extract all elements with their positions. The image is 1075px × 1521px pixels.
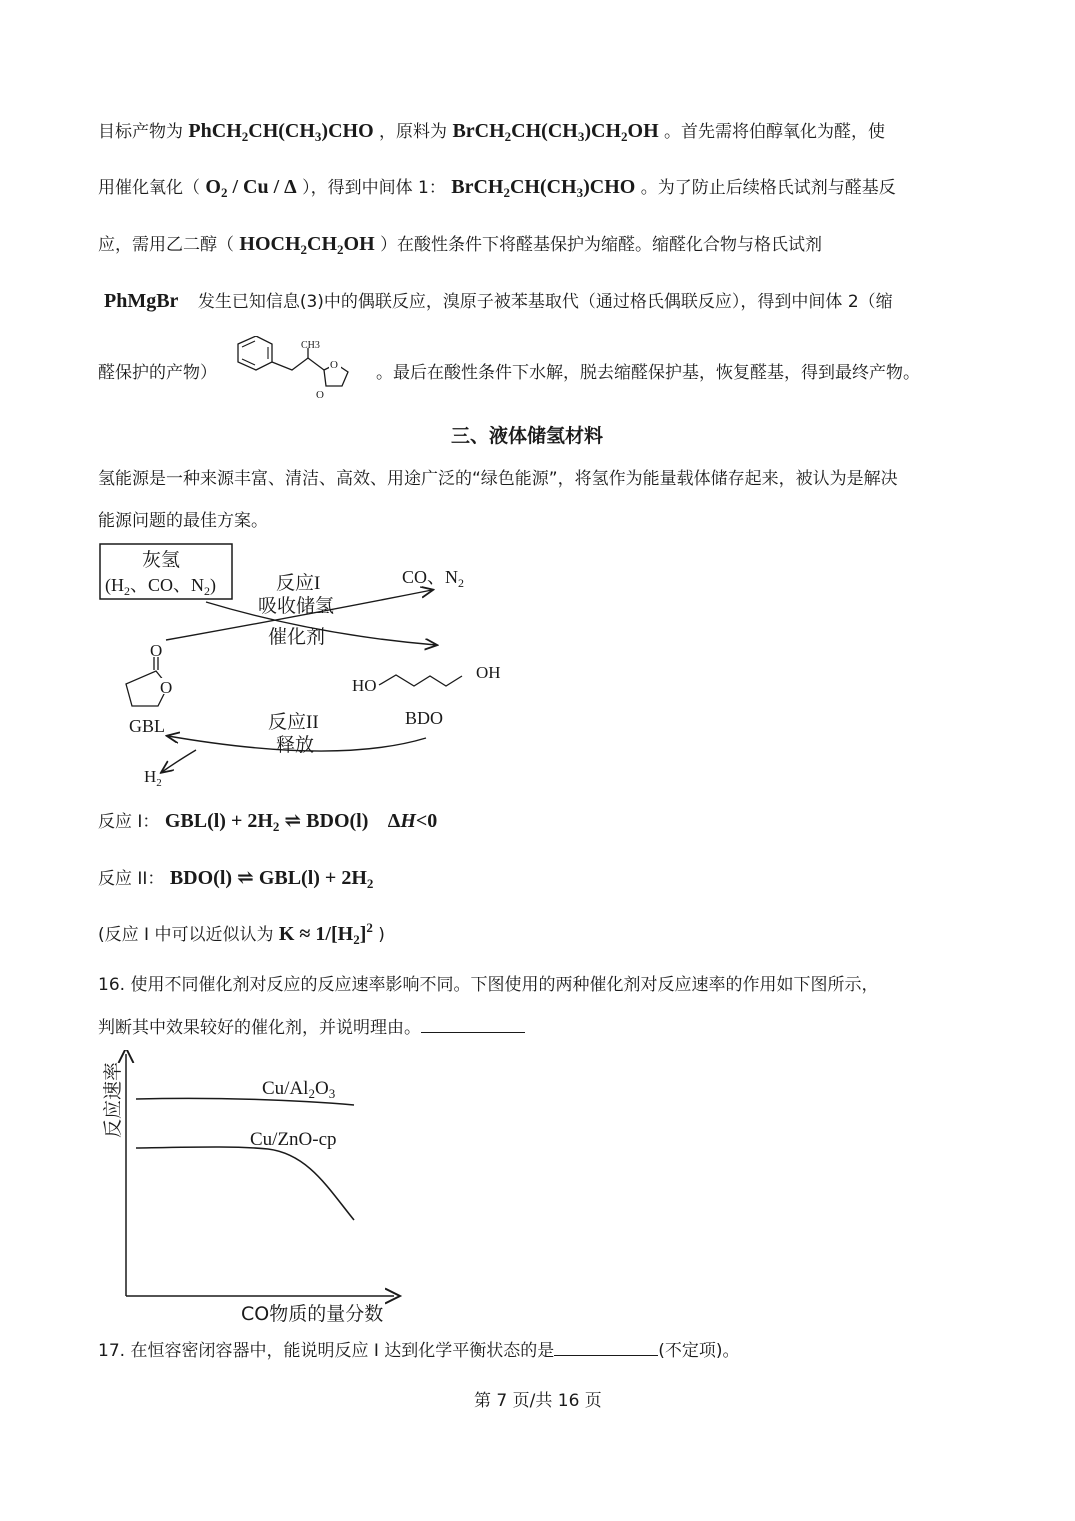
- glycol-formula: $HOCH_2CH_2OH$: [239, 233, 375, 257]
- catalyst-label: 催化剂: [268, 627, 326, 648]
- reaction1-equation: $GBL(l) + 2H_2$ ⇌ BDO(l): [164, 810, 369, 834]
- legend-cu-zno-cp: Cu/ZnO-cp: [250, 1129, 337, 1150]
- reaction2-line: 反应 II： BDO(l) ⇌ $GBL(l) + 2H_2$: [98, 867, 374, 891]
- k-approx-formula: $K \approx 1/[H_2]^2$: [278, 920, 373, 947]
- intro-line2: 能源问题的最佳方案。: [98, 511, 268, 531]
- q17-answer-blank[interactable]: [554, 1339, 658, 1356]
- approx-note: (反应 I 中可以近似认为 $K \approx 1/[H_2]^2$ ): [98, 920, 385, 947]
- intermediate2-structure: [226, 336, 376, 406]
- oxidant-formula: $O_2$ / Cu / Δ: [205, 176, 297, 200]
- para1-line5-a: 醛保护的产物）: [98, 363, 217, 383]
- para1-line3: 应，需用乙二醇（ $HOCH_2CH_2OH$ ）在酸性条件下将醛基保护为缩醛。缩醛化合物与格氏试剂: [98, 233, 823, 257]
- product-formula: $PhCH_2CH(CH_3)CHO$: [188, 120, 374, 144]
- q16-answer-blank[interactable]: [421, 1016, 525, 1033]
- raw-material-formula: $BrCH_2CH(CH_3)CH_2OH$: [452, 120, 659, 144]
- ch3-label: CH3: [301, 340, 320, 351]
- q16-line1: 16. 使用不同催化剂对反应的反应速率影响不同。下图使用的两种催化剂对反应速率的作用如下图所示，: [98, 975, 879, 995]
- para1-line4: PhMgBr 发生已知信息(3)中的偶联反应，溴原子被苯基取代（通过格氏偶联反应），得到中间体 2（缩: [104, 290, 893, 312]
- series-cu-zno-cp: [136, 1147, 354, 1220]
- page-footer: 第 7 页/共 16 页: [474, 1391, 602, 1411]
- section-title: 三、液体储氢材料: [451, 425, 604, 447]
- gbl-label: GBL: [129, 716, 165, 736]
- rate-chart: [98, 1050, 408, 1330]
- grignard-formula: PhMgBr: [104, 290, 179, 312]
- y-axis-label: 反应速率: [102, 1061, 124, 1138]
- intro-line1: 氢能源是一种来源丰富、清洁、高效、用途广泛的“绿色能源”，将氢作为能量载体储存起来，被认为是解决: [98, 469, 898, 489]
- dioxolane-o-top: O: [330, 359, 338, 371]
- reaction1-dh: ΔH<0: [387, 810, 438, 832]
- h2-label: $H_2$: [144, 767, 162, 789]
- bdo-label: BDO: [405, 708, 444, 728]
- reaction2-desc: 释放: [276, 735, 315, 756]
- reaction2-name: 反应II: [268, 712, 319, 733]
- legend-cu-al2o3: $Cu/Al_2O_3$: [262, 1078, 336, 1101]
- reaction1-line: 反应 I： $GBL(l) + 2H_2$ ⇌ BDO(l) ΔH<0: [98, 810, 438, 834]
- reaction1-name: 反应I: [276, 573, 321, 594]
- hydrogen-storage-diagram: [96, 540, 536, 790]
- products-top: CO、$N_2$: [402, 567, 465, 590]
- gbl-carbonyl-o: O: [150, 641, 163, 660]
- intermediate1-formula: $BrCH_2CH(CH_3)CHO$: [451, 176, 636, 200]
- box-gases: ($H_2$、CO、$N_2$): [105, 575, 217, 598]
- box-title: 灰氢: [142, 550, 181, 571]
- reaction1-desc: 吸收储氢: [258, 596, 335, 617]
- q16-line2: 判断其中效果较好的催化剂，并说明理由。: [98, 1013, 525, 1038]
- para1-line2: 用催化氧化（ $O_2$ / Cu / Δ ），得到中间体 1： $BrCH_2CH(CH_3)CHO$ 。为了防止后续格氏试剂与醛基反: [98, 176, 896, 200]
- q17-line: 17. 在恒容密闭容器中，能说明反应 I 达到化学平衡状态的是 (不定项)。: [98, 1341, 740, 1361]
- para1-line5-b: 。最后在酸性条件下水解，脱去缩醛保护基，恢复醛基，得到最终产物。: [376, 363, 920, 383]
- bdo-chain: [379, 675, 462, 686]
- reaction2-equation: BDO(l) ⇌ $GBL(l) + 2H_2$: [169, 867, 374, 891]
- x-axis-label: CO物质的量分数: [241, 1303, 384, 1325]
- para1-line1: 目标产物为 $PhCH_2CH(CH_3)CHO$ ，原料为 $BrCH_2CH(CH_3)CH_2OH$ 。首先需将伯醇氧化为醛，使: [98, 120, 886, 144]
- bdo-oh: OH: [476, 663, 501, 682]
- series-cu-al2o3: [136, 1098, 354, 1105]
- gbl-ring-o: O: [160, 678, 173, 697]
- dioxolane-o-bottom: O: [316, 389, 324, 401]
- arrow-to-h2: [162, 750, 196, 772]
- bdo-ho: HO: [352, 676, 377, 695]
